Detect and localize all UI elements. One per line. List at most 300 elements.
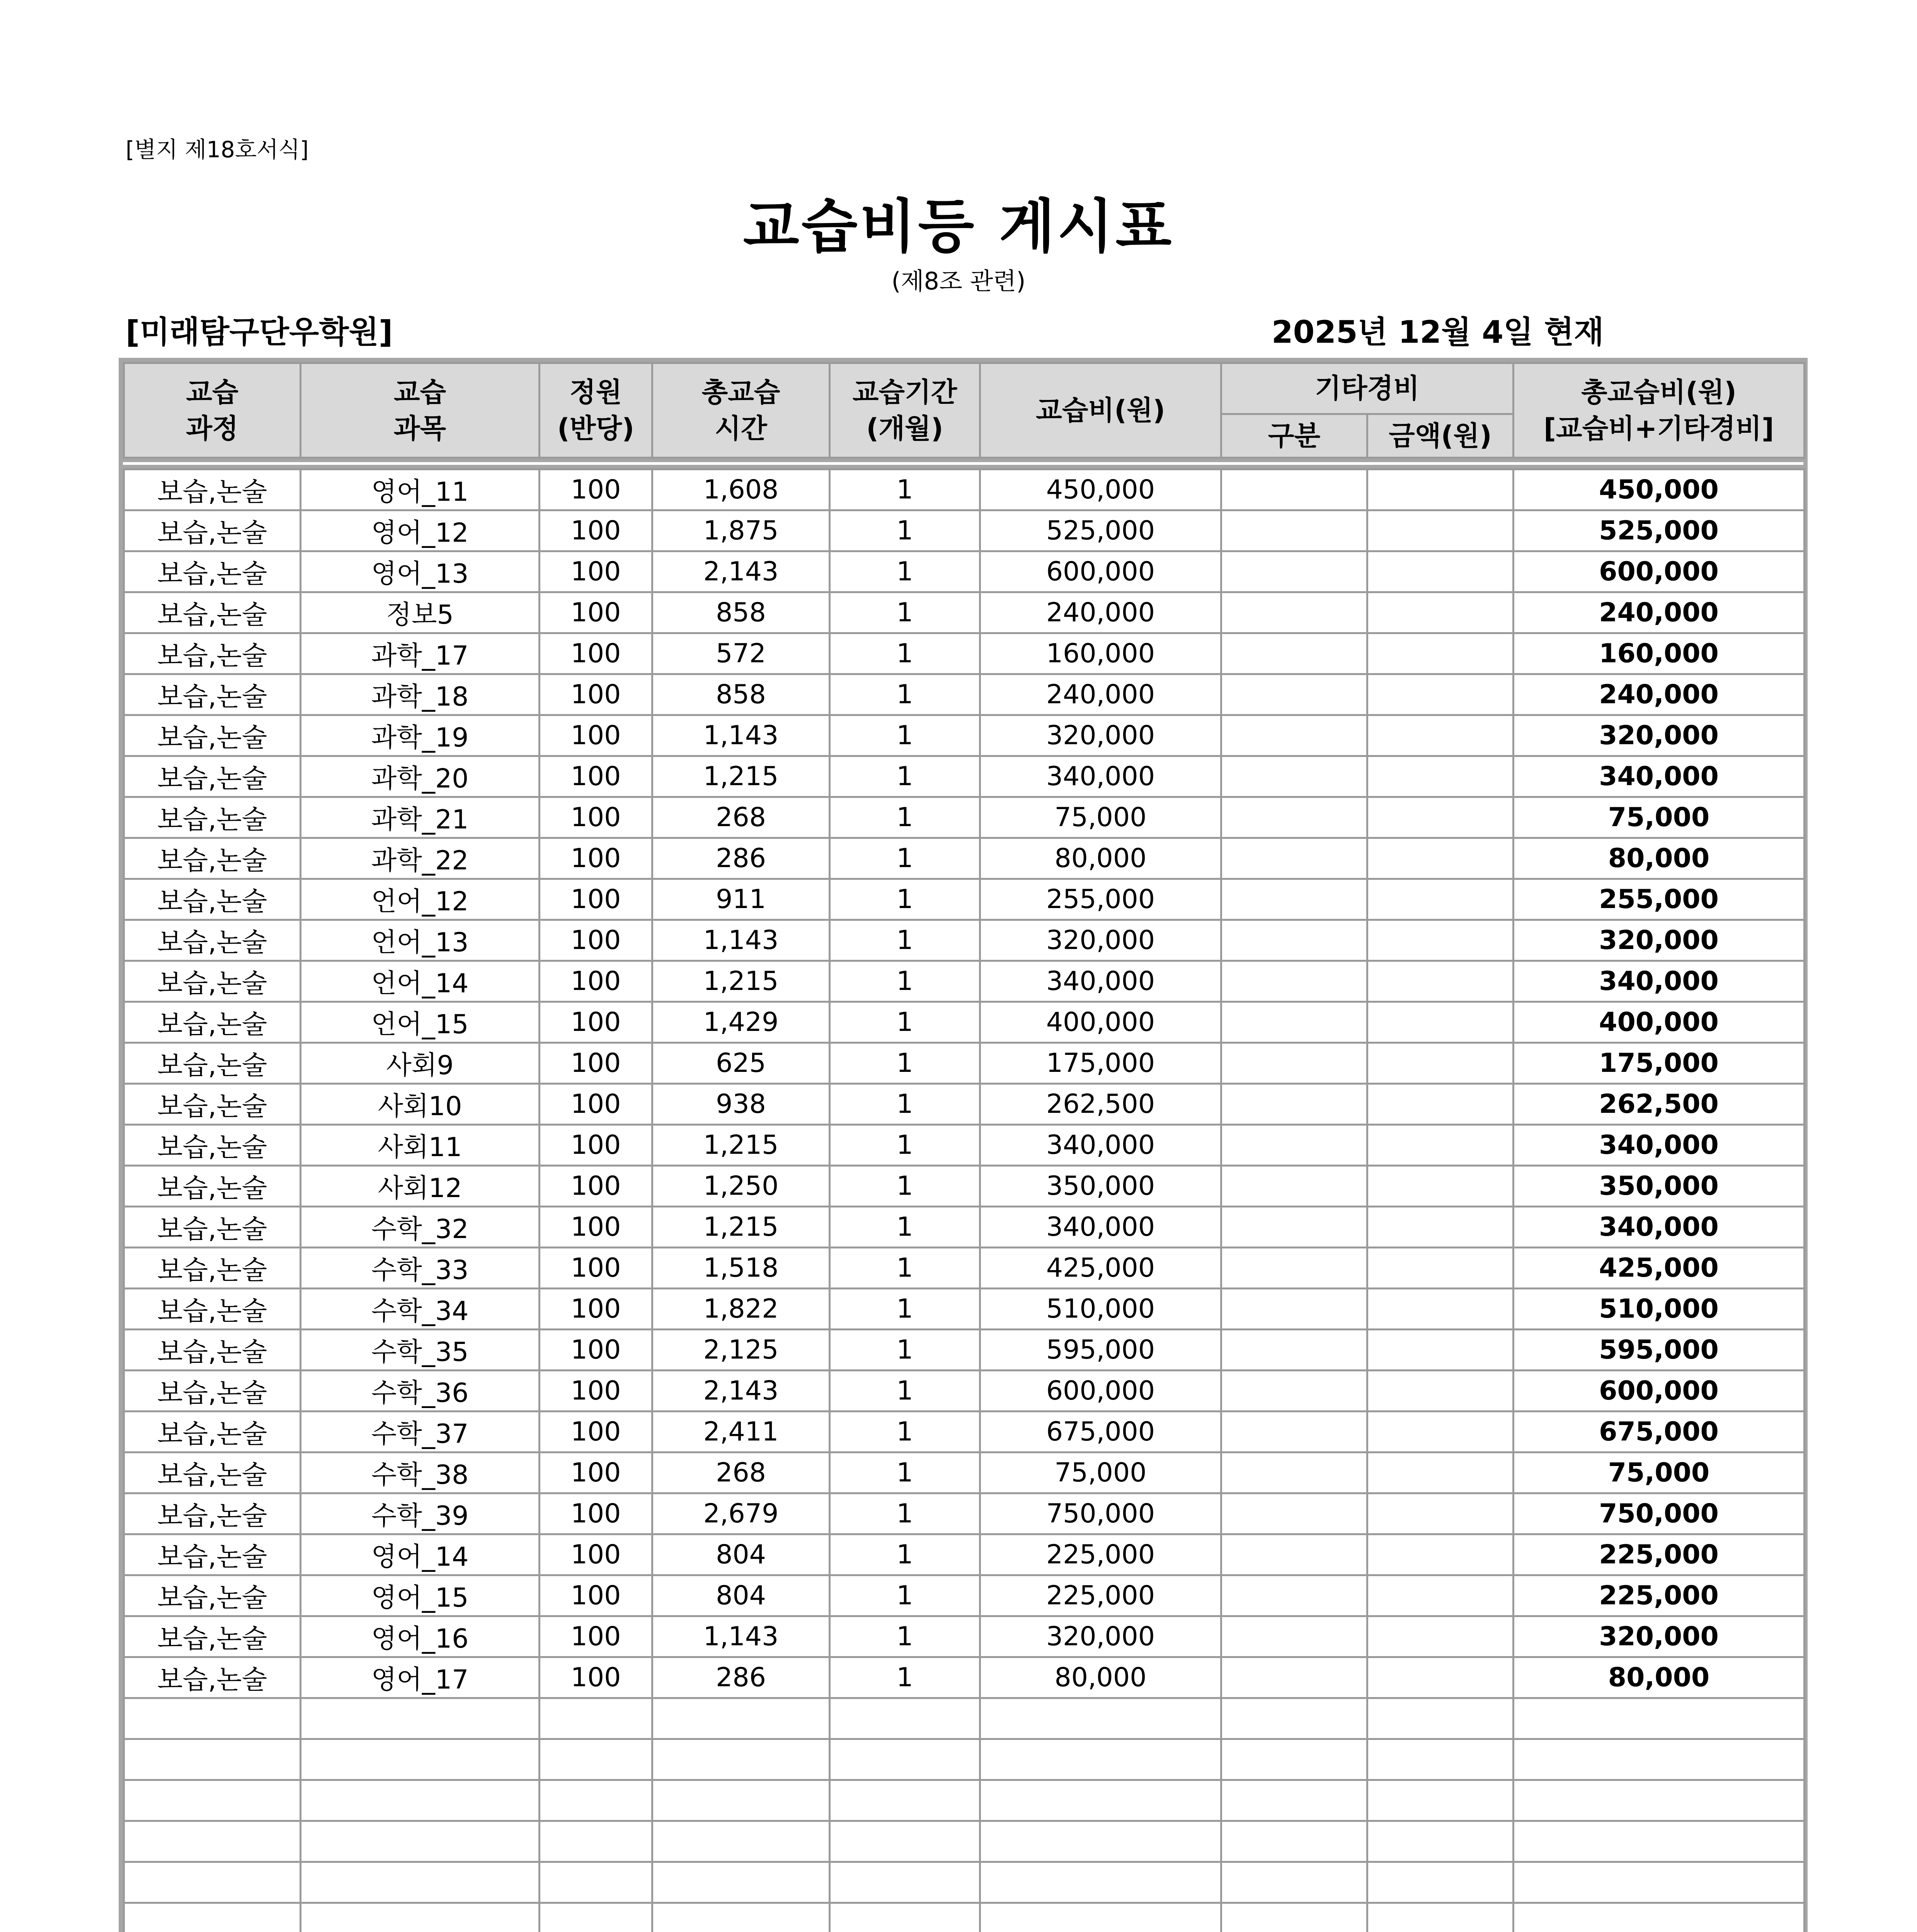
cell-period: 1 bbox=[830, 1616, 980, 1657]
cell-hours: 2,125 bbox=[652, 1330, 830, 1371]
empty-cell bbox=[124, 1739, 301, 1780]
cell-course: 보습,논술 bbox=[124, 592, 301, 633]
empty-table-row bbox=[124, 1862, 1805, 1903]
empty-cell bbox=[1367, 1780, 1514, 1821]
cell-period: 1 bbox=[830, 715, 980, 756]
empty-cell bbox=[1367, 1821, 1514, 1862]
header-separator bbox=[123, 459, 1803, 468]
cell-other-amount bbox=[1367, 1207, 1514, 1248]
cell-hours: 804 bbox=[652, 1534, 830, 1575]
cell-period: 1 bbox=[830, 1371, 980, 1412]
cell-course: 보습,논술 bbox=[124, 551, 301, 592]
cell-hours: 1,822 bbox=[652, 1289, 830, 1330]
cell-fee: 225,000 bbox=[980, 1534, 1221, 1575]
cell-capacity: 100 bbox=[540, 674, 652, 715]
cell-other-amount bbox=[1367, 1371, 1514, 1412]
cell-subject: 과학_19 bbox=[301, 715, 540, 756]
table-row bbox=[124, 1043, 1805, 1084]
cell-other-amount bbox=[1367, 756, 1514, 797]
cell-total: 750,000 bbox=[1514, 1493, 1805, 1534]
header-other-expenses: 기타경비 bbox=[1221, 363, 1514, 414]
cell-other-amount bbox=[1367, 1412, 1514, 1452]
cell-total: 600,000 bbox=[1514, 1371, 1805, 1412]
empty-cell bbox=[1514, 1903, 1805, 1932]
empty-cell bbox=[1221, 1698, 1367, 1739]
cell-fee: 75,000 bbox=[980, 1452, 1221, 1493]
cell-hours: 286 bbox=[652, 1657, 830, 1698]
cell-total: 175,000 bbox=[1514, 1043, 1805, 1084]
cell-fee: 340,000 bbox=[980, 1125, 1221, 1166]
cell-other-amount bbox=[1367, 1166, 1514, 1207]
cell-subject: 언어_12 bbox=[301, 879, 540, 920]
cell-other-type bbox=[1221, 592, 1367, 633]
cell-hours: 2,411 bbox=[652, 1412, 830, 1452]
cell-course: 보습,논술 bbox=[124, 797, 301, 838]
cell-other-amount bbox=[1367, 961, 1514, 1002]
cell-course: 보습,논술 bbox=[124, 1084, 301, 1125]
empty-cell bbox=[980, 1780, 1221, 1821]
cell-course: 보습,논술 bbox=[124, 1534, 301, 1575]
cell-course: 보습,논술 bbox=[124, 1657, 301, 1698]
cell-hours: 268 bbox=[652, 797, 830, 838]
empty-cell bbox=[980, 1739, 1221, 1780]
cell-hours: 1,875 bbox=[652, 510, 830, 551]
cell-total: 255,000 bbox=[1514, 879, 1805, 920]
empty-cell bbox=[652, 1780, 830, 1821]
cell-other-type bbox=[1221, 1371, 1367, 1412]
header-hours: 총교습 시간 bbox=[652, 363, 830, 458]
cell-capacity: 100 bbox=[540, 1289, 652, 1330]
cell-other-type bbox=[1221, 1248, 1367, 1289]
cell-capacity: 100 bbox=[540, 1371, 652, 1412]
empty-cell bbox=[1221, 1862, 1367, 1903]
cell-period: 1 bbox=[830, 1166, 980, 1207]
empty-cell bbox=[1221, 1903, 1367, 1932]
cell-hours: 911 bbox=[652, 879, 830, 920]
cell-subject: 영어_14 bbox=[301, 1534, 540, 1575]
cell-fee: 450,000 bbox=[980, 469, 1221, 510]
empty-cell bbox=[980, 1862, 1221, 1903]
cell-hours: 2,143 bbox=[652, 1371, 830, 1412]
header-period: 교습기간 (개월) bbox=[830, 363, 980, 458]
cell-other-type bbox=[1221, 1575, 1367, 1616]
cell-period: 1 bbox=[830, 1248, 980, 1289]
empty-cell bbox=[540, 1862, 652, 1903]
header-course: 교습 과정 bbox=[124, 363, 301, 458]
cell-other-type bbox=[1221, 469, 1367, 510]
empty-cell bbox=[124, 1698, 301, 1739]
cell-subject: 사회12 bbox=[301, 1166, 540, 1207]
table-row bbox=[124, 1002, 1805, 1043]
empty-cell bbox=[830, 1739, 980, 1780]
cell-subject: 사회11 bbox=[301, 1125, 540, 1166]
cell-total: 340,000 bbox=[1514, 1125, 1805, 1166]
cell-capacity: 100 bbox=[540, 1534, 652, 1575]
cell-period: 1 bbox=[830, 1207, 980, 1248]
empty-cell bbox=[652, 1903, 830, 1932]
academy-name: [미래탐구단우학원] bbox=[126, 314, 393, 350]
cell-capacity: 100 bbox=[540, 551, 652, 592]
table-row bbox=[124, 592, 1805, 633]
cell-fee: 600,000 bbox=[980, 551, 1221, 592]
cell-total: 595,000 bbox=[1514, 1330, 1805, 1371]
cell-period: 1 bbox=[830, 1330, 980, 1371]
cell-total: 450,000 bbox=[1514, 469, 1805, 510]
table-row bbox=[124, 715, 1805, 756]
cell-fee: 262,500 bbox=[980, 1084, 1221, 1125]
cell-subject: 과학_17 bbox=[301, 633, 540, 674]
cell-period: 1 bbox=[830, 1493, 980, 1534]
empty-cell bbox=[540, 1821, 652, 1862]
empty-cell bbox=[830, 1903, 980, 1932]
cell-other-type bbox=[1221, 920, 1367, 961]
empty-cell bbox=[980, 1698, 1221, 1739]
empty-cell bbox=[1221, 1739, 1367, 1780]
cell-course: 보습,논술 bbox=[124, 1248, 301, 1289]
cell-other-amount bbox=[1367, 1002, 1514, 1043]
empty-cell bbox=[301, 1821, 540, 1862]
table-row bbox=[124, 838, 1805, 879]
cell-other-type bbox=[1221, 1207, 1367, 1248]
cell-fee: 600,000 bbox=[980, 1371, 1221, 1412]
cell-hours: 1,143 bbox=[652, 1616, 830, 1657]
cell-subject: 수학_38 bbox=[301, 1452, 540, 1493]
empty-cell bbox=[540, 1903, 652, 1932]
empty-cell bbox=[1514, 1739, 1805, 1780]
header-other-amount: 금액(원) bbox=[1367, 414, 1514, 458]
cell-other-amount bbox=[1367, 633, 1514, 674]
cell-other-type bbox=[1221, 1452, 1367, 1493]
cell-hours: 1,215 bbox=[652, 961, 830, 1002]
cell-period: 1 bbox=[830, 756, 980, 797]
fee-table-header bbox=[123, 362, 1805, 459]
cell-other-amount bbox=[1367, 469, 1514, 510]
cell-subject: 수학_39 bbox=[301, 1493, 540, 1534]
table-row bbox=[124, 1657, 1805, 1698]
table-row bbox=[124, 1371, 1805, 1412]
cell-other-amount bbox=[1367, 1043, 1514, 1084]
cell-other-amount bbox=[1367, 1657, 1514, 1698]
cell-other-amount bbox=[1367, 1452, 1514, 1493]
empty-cell bbox=[540, 1739, 652, 1780]
cell-capacity: 100 bbox=[540, 1043, 652, 1084]
cell-hours: 286 bbox=[652, 838, 830, 879]
cell-period: 1 bbox=[830, 1289, 980, 1330]
empty-cell bbox=[301, 1862, 540, 1903]
cell-other-type bbox=[1221, 797, 1367, 838]
cell-other-type bbox=[1221, 1166, 1367, 1207]
cell-fee: 225,000 bbox=[980, 1575, 1221, 1616]
cell-subject: 영어_12 bbox=[301, 510, 540, 551]
cell-other-type bbox=[1221, 756, 1367, 797]
cell-course: 보습,논술 bbox=[124, 756, 301, 797]
cell-other-type bbox=[1221, 1002, 1367, 1043]
cell-capacity: 100 bbox=[540, 715, 652, 756]
cell-period: 1 bbox=[830, 920, 980, 961]
empty-cell bbox=[1367, 1862, 1514, 1903]
cell-course: 보습,논술 bbox=[124, 1371, 301, 1412]
cell-capacity: 100 bbox=[540, 1616, 652, 1657]
cell-course: 보습,논술 bbox=[124, 715, 301, 756]
empty-table-row bbox=[124, 1821, 1805, 1862]
cell-total: 400,000 bbox=[1514, 1002, 1805, 1043]
cell-capacity: 100 bbox=[540, 1493, 652, 1534]
cell-period: 1 bbox=[830, 510, 980, 551]
empty-cell bbox=[1514, 1821, 1805, 1862]
cell-subject: 정보5 bbox=[301, 592, 540, 633]
cell-capacity: 100 bbox=[540, 1125, 652, 1166]
cell-total: 320,000 bbox=[1514, 715, 1805, 756]
cell-period: 1 bbox=[830, 674, 980, 715]
cell-course: 보습,논술 bbox=[124, 510, 301, 551]
cell-total: 225,000 bbox=[1514, 1575, 1805, 1616]
cell-total: 675,000 bbox=[1514, 1412, 1805, 1452]
cell-other-amount bbox=[1367, 1084, 1514, 1125]
cell-fee: 175,000 bbox=[980, 1043, 1221, 1084]
cell-period: 1 bbox=[830, 633, 980, 674]
cell-hours: 1,215 bbox=[652, 1207, 830, 1248]
empty-cell bbox=[124, 1821, 301, 1862]
cell-total: 350,000 bbox=[1514, 1166, 1805, 1207]
cell-other-type bbox=[1221, 1330, 1367, 1371]
empty-cell bbox=[124, 1862, 301, 1903]
cell-other-amount bbox=[1367, 797, 1514, 838]
cell-fee: 80,000 bbox=[980, 1657, 1221, 1698]
cell-other-type bbox=[1221, 1493, 1367, 1534]
cell-other-type bbox=[1221, 633, 1367, 674]
empty-cell bbox=[1514, 1862, 1805, 1903]
cell-period: 1 bbox=[830, 961, 980, 1002]
cell-other-type bbox=[1221, 1412, 1367, 1452]
cell-subject: 과학_21 bbox=[301, 797, 540, 838]
empty-cell bbox=[1514, 1698, 1805, 1739]
cell-other-type bbox=[1221, 551, 1367, 592]
empty-cell bbox=[652, 1862, 830, 1903]
empty-table-row bbox=[124, 1903, 1805, 1932]
cell-course: 보습,논술 bbox=[124, 1166, 301, 1207]
cell-total: 160,000 bbox=[1514, 633, 1805, 674]
cell-other-type bbox=[1221, 715, 1367, 756]
cell-other-amount bbox=[1367, 1289, 1514, 1330]
cell-period: 1 bbox=[830, 1534, 980, 1575]
cell-hours: 1,429 bbox=[652, 1002, 830, 1043]
cell-course: 보습,논술 bbox=[124, 633, 301, 674]
cell-fee: 75,000 bbox=[980, 797, 1221, 838]
cell-capacity: 100 bbox=[540, 469, 652, 510]
cell-fee: 240,000 bbox=[980, 592, 1221, 633]
cell-other-type bbox=[1221, 1534, 1367, 1575]
cell-subject: 영어_11 bbox=[301, 469, 540, 510]
table-row bbox=[124, 1616, 1805, 1657]
cell-other-type bbox=[1221, 1289, 1367, 1330]
cell-other-type bbox=[1221, 961, 1367, 1002]
as-of-date: 2025년 12월 4일 현재 bbox=[1272, 314, 1604, 350]
cell-course: 보습,논술 bbox=[124, 1125, 301, 1166]
cell-hours: 2,679 bbox=[652, 1493, 830, 1534]
cell-total: 262,500 bbox=[1514, 1084, 1805, 1125]
cell-capacity: 100 bbox=[540, 633, 652, 674]
cell-course: 보습,논술 bbox=[124, 674, 301, 715]
table-row bbox=[124, 1534, 1805, 1575]
cell-period: 1 bbox=[830, 797, 980, 838]
cell-fee: 425,000 bbox=[980, 1248, 1221, 1289]
cell-capacity: 100 bbox=[540, 510, 652, 551]
cell-other-amount bbox=[1367, 1493, 1514, 1534]
empty-cell bbox=[830, 1780, 980, 1821]
cell-fee: 340,000 bbox=[980, 756, 1221, 797]
cell-fee: 340,000 bbox=[980, 1207, 1221, 1248]
cell-fee: 340,000 bbox=[980, 961, 1221, 1002]
cell-hours: 858 bbox=[652, 674, 830, 715]
cell-hours: 938 bbox=[652, 1084, 830, 1125]
cell-period: 1 bbox=[830, 1125, 980, 1166]
table-row bbox=[124, 510, 1805, 551]
cell-hours: 1,215 bbox=[652, 756, 830, 797]
cell-capacity: 100 bbox=[540, 1657, 652, 1698]
cell-capacity: 100 bbox=[540, 1452, 652, 1493]
empty-cell bbox=[1367, 1739, 1514, 1780]
cell-fee: 675,000 bbox=[980, 1412, 1221, 1452]
cell-subject: 영어_13 bbox=[301, 551, 540, 592]
cell-period: 1 bbox=[830, 1575, 980, 1616]
cell-course: 보습,논술 bbox=[124, 1207, 301, 1248]
empty-cell bbox=[1367, 1903, 1514, 1932]
cell-fee: 350,000 bbox=[980, 1166, 1221, 1207]
cell-course: 보습,논술 bbox=[124, 879, 301, 920]
cell-fee: 320,000 bbox=[980, 1616, 1221, 1657]
cell-fee: 320,000 bbox=[980, 715, 1221, 756]
table-row bbox=[124, 1125, 1805, 1166]
cell-other-amount bbox=[1367, 1248, 1514, 1289]
cell-fee: 510,000 bbox=[980, 1289, 1221, 1330]
cell-total: 340,000 bbox=[1514, 1207, 1805, 1248]
cell-capacity: 100 bbox=[540, 1084, 652, 1125]
table-row bbox=[124, 1575, 1805, 1616]
cell-hours: 1,215 bbox=[652, 1125, 830, 1166]
table-row bbox=[124, 551, 1805, 592]
cell-capacity: 100 bbox=[540, 1330, 652, 1371]
cell-other-amount bbox=[1367, 1575, 1514, 1616]
cell-fee: 255,000 bbox=[980, 879, 1221, 920]
header-subject: 교습 과목 bbox=[301, 363, 540, 458]
cell-subject: 영어_16 bbox=[301, 1616, 540, 1657]
cell-fee: 240,000 bbox=[980, 674, 1221, 715]
cell-hours: 1,250 bbox=[652, 1166, 830, 1207]
cell-other-amount bbox=[1367, 1534, 1514, 1575]
cell-fee: 160,000 bbox=[980, 633, 1221, 674]
table-row bbox=[124, 633, 1805, 674]
empty-cell bbox=[301, 1780, 540, 1821]
cell-course: 보습,논술 bbox=[124, 1002, 301, 1043]
cell-total: 75,000 bbox=[1514, 797, 1805, 838]
cell-period: 1 bbox=[830, 592, 980, 633]
cell-period: 1 bbox=[830, 1412, 980, 1452]
cell-hours: 1,518 bbox=[652, 1248, 830, 1289]
cell-period: 1 bbox=[830, 551, 980, 592]
cell-other-amount bbox=[1367, 838, 1514, 879]
cell-other-amount bbox=[1367, 715, 1514, 756]
cell-period: 1 bbox=[830, 1084, 980, 1125]
empty-cell bbox=[830, 1821, 980, 1862]
cell-subject: 수학_35 bbox=[301, 1330, 540, 1371]
empty-cell bbox=[830, 1698, 980, 1739]
cell-total: 225,000 bbox=[1514, 1534, 1805, 1575]
cell-total: 320,000 bbox=[1514, 1616, 1805, 1657]
form-label: [별지 제18호서식] bbox=[126, 136, 309, 163]
cell-total: 600,000 bbox=[1514, 551, 1805, 592]
cell-other-type bbox=[1221, 1125, 1367, 1166]
cell-capacity: 100 bbox=[540, 1412, 652, 1452]
cell-subject: 언어_14 bbox=[301, 961, 540, 1002]
cell-other-type bbox=[1221, 510, 1367, 551]
cell-subject: 수학_36 bbox=[301, 1371, 540, 1412]
empty-cell bbox=[652, 1739, 830, 1780]
cell-course: 보습,논술 bbox=[124, 1330, 301, 1371]
cell-fee: 80,000 bbox=[980, 838, 1221, 879]
table-row bbox=[124, 1493, 1805, 1534]
cell-course: 보습,논술 bbox=[124, 469, 301, 510]
cell-subject: 과학_18 bbox=[301, 674, 540, 715]
empty-cell bbox=[652, 1698, 830, 1739]
cell-fee: 400,000 bbox=[980, 1002, 1221, 1043]
cell-other-amount bbox=[1367, 674, 1514, 715]
cell-other-type bbox=[1221, 838, 1367, 879]
cell-total: 340,000 bbox=[1514, 961, 1805, 1002]
cell-other-type bbox=[1221, 1043, 1367, 1084]
empty-cell bbox=[980, 1821, 1221, 1862]
cell-other-amount bbox=[1367, 879, 1514, 920]
cell-period: 1 bbox=[830, 879, 980, 920]
cell-period: 1 bbox=[830, 1657, 980, 1698]
cell-total: 240,000 bbox=[1514, 674, 1805, 715]
table-row bbox=[124, 920, 1805, 961]
cell-course: 보습,논술 bbox=[124, 1452, 301, 1493]
empty-cell bbox=[540, 1698, 652, 1739]
cell-other-amount bbox=[1367, 592, 1514, 633]
cell-other-amount bbox=[1367, 510, 1514, 551]
cell-subject: 수학_37 bbox=[301, 1412, 540, 1452]
fee-table-body bbox=[123, 468, 1805, 1932]
cell-total: 510,000 bbox=[1514, 1289, 1805, 1330]
cell-other-amount bbox=[1367, 1125, 1514, 1166]
cell-hours: 858 bbox=[652, 592, 830, 633]
cell-fee: 525,000 bbox=[980, 510, 1221, 551]
cell-fee: 320,000 bbox=[980, 920, 1221, 961]
cell-total: 240,000 bbox=[1514, 592, 1805, 633]
table-row bbox=[124, 756, 1805, 797]
empty-cell bbox=[124, 1780, 301, 1821]
cell-other-type bbox=[1221, 1657, 1367, 1698]
cell-total: 80,000 bbox=[1514, 1657, 1805, 1698]
cell-hours: 1,608 bbox=[652, 469, 830, 510]
cell-hours: 1,143 bbox=[652, 715, 830, 756]
empty-table-row bbox=[124, 1698, 1805, 1739]
cell-capacity: 100 bbox=[540, 1166, 652, 1207]
table-row bbox=[124, 469, 1805, 510]
empty-cell bbox=[301, 1739, 540, 1780]
cell-capacity: 100 bbox=[540, 592, 652, 633]
cell-total: 525,000 bbox=[1514, 510, 1805, 551]
cell-subject: 수학_34 bbox=[301, 1289, 540, 1330]
cell-period: 1 bbox=[830, 1043, 980, 1084]
table-row bbox=[124, 1248, 1805, 1289]
cell-subject: 사회10 bbox=[301, 1084, 540, 1125]
cell-capacity: 100 bbox=[540, 838, 652, 879]
cell-period: 1 bbox=[830, 838, 980, 879]
empty-cell bbox=[1221, 1780, 1367, 1821]
cell-course: 보습,논술 bbox=[124, 1289, 301, 1330]
table-row bbox=[124, 961, 1805, 1002]
